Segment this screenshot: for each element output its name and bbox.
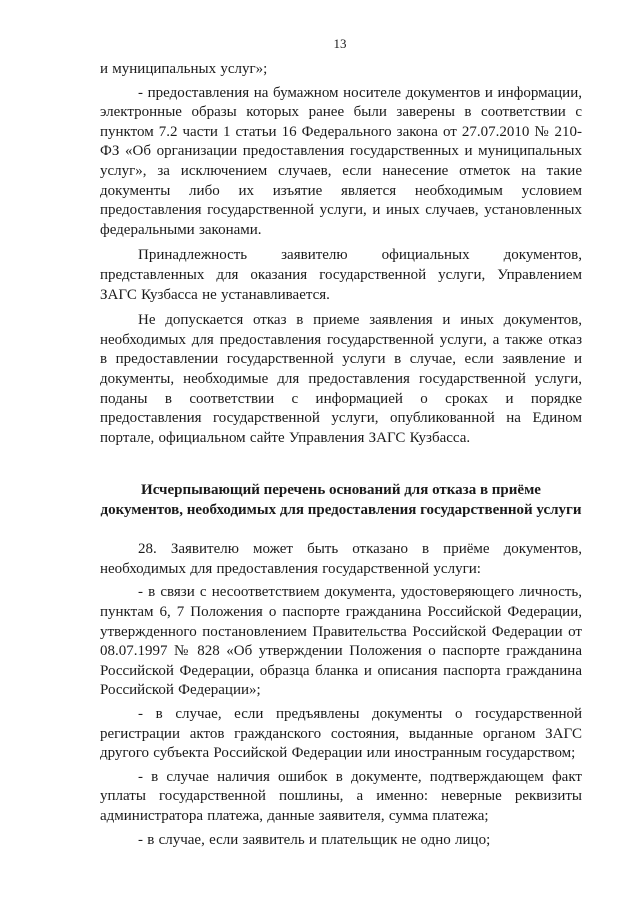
paragraph-paper-documents: - предоставления на бумажном носителе документов и информации, электронные образы которых ранее были заверены в соответствии с пунктом 7.2 части 1 статьи 16 Федерального закона от 27.07.2010 № 210-ФЗ «Об организации предоставления государственных и муниципальных услуг», за исключением случаев, если нанесение отметок на такие документы либо их изъятие является необходимым условием предоставления государственной услуги, и иных случаев, установленных федеральными законами. (100, 84, 582, 238)
page-number: 13 (333, 36, 347, 51)
paragraph-ownership: Принадлежность заявителю официальных документов, представленных для оказания государственной услуги, Управлением ЗАГС Кузбасса не устанавливается. (100, 247, 582, 303)
list-item-payment-errors: - в случае наличия ошибок в документе, подтверждающем факт уплаты государственной пошлины, а именно: неверные реквизиты администратора платежа, данные заявителя, сумма платежа; (100, 768, 582, 824)
list-item-payer-mismatch: - в случае, если заявитель и плательщик не одно лицо; (138, 831, 491, 848)
paragraph-item-28: 28. Заявителю может быть отказано в приёме документов, необходимых для предоставления государственной услуги: (100, 541, 582, 577)
paragraph-continuation: и муниципальных услуг»; (100, 61, 268, 77)
list-item-other-registry: - в случае, если предъявлены документы о государственной регистрации актов гражданского состояния, выданные органом ЗАГС другого субъекта Российской Федерации или иностранным государством; (100, 706, 582, 762)
list-item-identity-document: - в связи с несоответствием документа, удостоверяющего личность, пунктам 6, 7 Положения о паспорте гражданина Российской Федерации, утвержденного постановлением Правительства Российской Федерации от 08.07.1997 № 828 «Об утверждении Положения о паспорте гражданина Российской Федерации, образца бланка и описания паспорта гражданина Российской Федерации»; (100, 584, 582, 699)
section-heading: Исчерпывающий перечень оснований для отказа в приёме документов, необходимых для предоставления государственной услуги (100, 482, 582, 519)
paragraph-no-refusal: Не допускается отказ в приеме заявления и иных документов, необходимых для предоставления государственной услуги, а также отказ в предоставлении государственной услуги в случае, если заявление и документы, необходимые для предоставления государственной услуги, поданы в соответствии с информацией о сроках и порядке предоставления государственной услуги, опубликованной на Едином портале, официальном сайте Управления ЗАГС Кузбасса. (100, 312, 582, 446)
document-body (100, 60, 582, 850)
